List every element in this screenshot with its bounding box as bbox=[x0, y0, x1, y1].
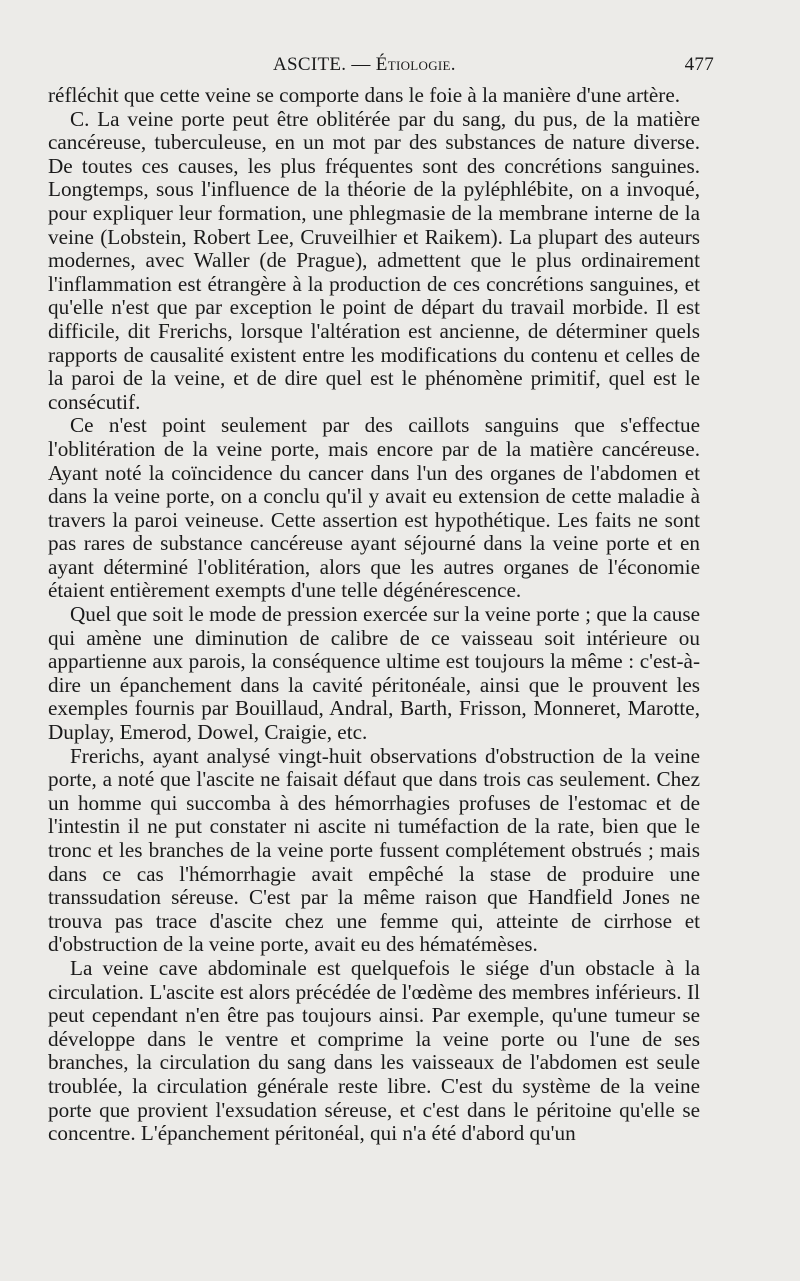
paragraph: C. La veine porte peut être oblitérée par du sang, du pus, de la matière cancéreuse, tuberculeuse, en un mot par des substances de nature diverse. De toutes ces causes, les plus fréquentes sont des concrétions sanguines. Longtemps, sous l'influence de la théorie de la pyléphlébite, on a invoqué, pour expliquer leur formation, une phlegmasie de la membrane interne de la veine (Lobstein, Robert Lee, Cruveilhier et Raikem). La plupart des auteurs modernes, avec Waller (de Prague), admettent que le plus ordinairement l'inflammation est étrangère à la production de ces concrétions sanguines, et qu'elle n'est que par exception le point de départ du travail morbide. Il est difficile, dit Frerichs, lorsque l'altération est ancienne, de déterminer quels rapports de causalité existent entre les modifications du contenu et celles de la paroi de la veine, et de dire quel est le phénomène primitif, quel est le consécutif. bbox=[48, 106, 700, 414]
paragraph: Quel que soit le mode de pression exercée sur la veine porte ; que la cause qui amène une diminution de calibre de ce vaisseau soit intérieure ou appartienne aux parois, la conséquence ultime est toujours la même : c'est-à-dire un épanchement dans la cavité péritonéale, ainsi que le prouvent les exemples fournis par Bouillaud, Andral, Barth, Frisson, Monneret, Marotte, Duplay, Emerod, Dowel, Craigie, etc. bbox=[48, 602, 700, 745]
paragraph: réfléchit que cette veine se comporte dans le foie à la manière d'une artère. bbox=[48, 83, 681, 107]
running-head bbox=[48, 54, 714, 84]
running-title bbox=[273, 54, 456, 76]
paragraph: La veine cave abdominale est quelquefois le siége d'un obstacle à la circulation. L'ascite est alors précédée de l'œdème des membres inférieurs. Il peut cependant n'en être pas toujours ainsi. Par exemple, qu'une tumeur se développe dans le ventre et comprime la veine porte ou l'une de ses branches, la circulation du sang dans les vaisseaux de l'abdomen est seule troublée, la circulation générale reste libre. C'est du système de la veine porte que provient l'exsudation séreuse, et c'est dans le péritoine qu'elle se concentre. L'épanchement péritonéal, qui n'a été d'abord qu'un bbox=[48, 955, 700, 1146]
section-title: Étiologie. bbox=[375, 54, 456, 75]
page-number: 477 bbox=[684, 54, 714, 75]
paragraph: Ce n'est point seulement par des caillots sanguins que s'effectue l'oblitération de la veine porte, mais encore par de la matière cancéreuse. Ayant noté la coïncidence du cancer dans l'un des organes de l'abdomen et dans la veine porte, on a conclu qu'il y avait eu extension de cette maladie à travers la paroi veineuse. Cette assertion est hypothétique. Les faits ne sont pas rares de substance cancéreuse ayant séjourné dans la veine porte et en ayant déterminé l'oblitération, alors que les autres organes de l'économie étaient entièrement exempts d'une telle dégénérescence. bbox=[48, 413, 700, 603]
chapter-title: ASCITE. bbox=[273, 54, 347, 75]
paragraph: Frerichs, ayant analysé vingt-huit observations d'obstruction de la veine porte, a noté que l'ascite ne faisait défaut que dans trois cas seulement. Chez un homme qui succomba à des hémorrhagies profuses de l'estomac et de l'intestin il ne put constater ni ascite ni tuméfaction de la rate, bien que le tronc et les branches de la veine porte fussent complétement obstrués ; mais dans ce cas l'hémorrhagie avait empêché la stase de produire une transsudation séreuse. C'est par la même raison que Handfield Jones ne trouva pas trace d'ascite chez une femme qui, atteinte de cirrhose et d'obstruction de la veine porte, avait eu des hématémèses. bbox=[48, 743, 700, 957]
body-text bbox=[48, 84, 700, 1146]
title-separator: — bbox=[351, 54, 371, 75]
